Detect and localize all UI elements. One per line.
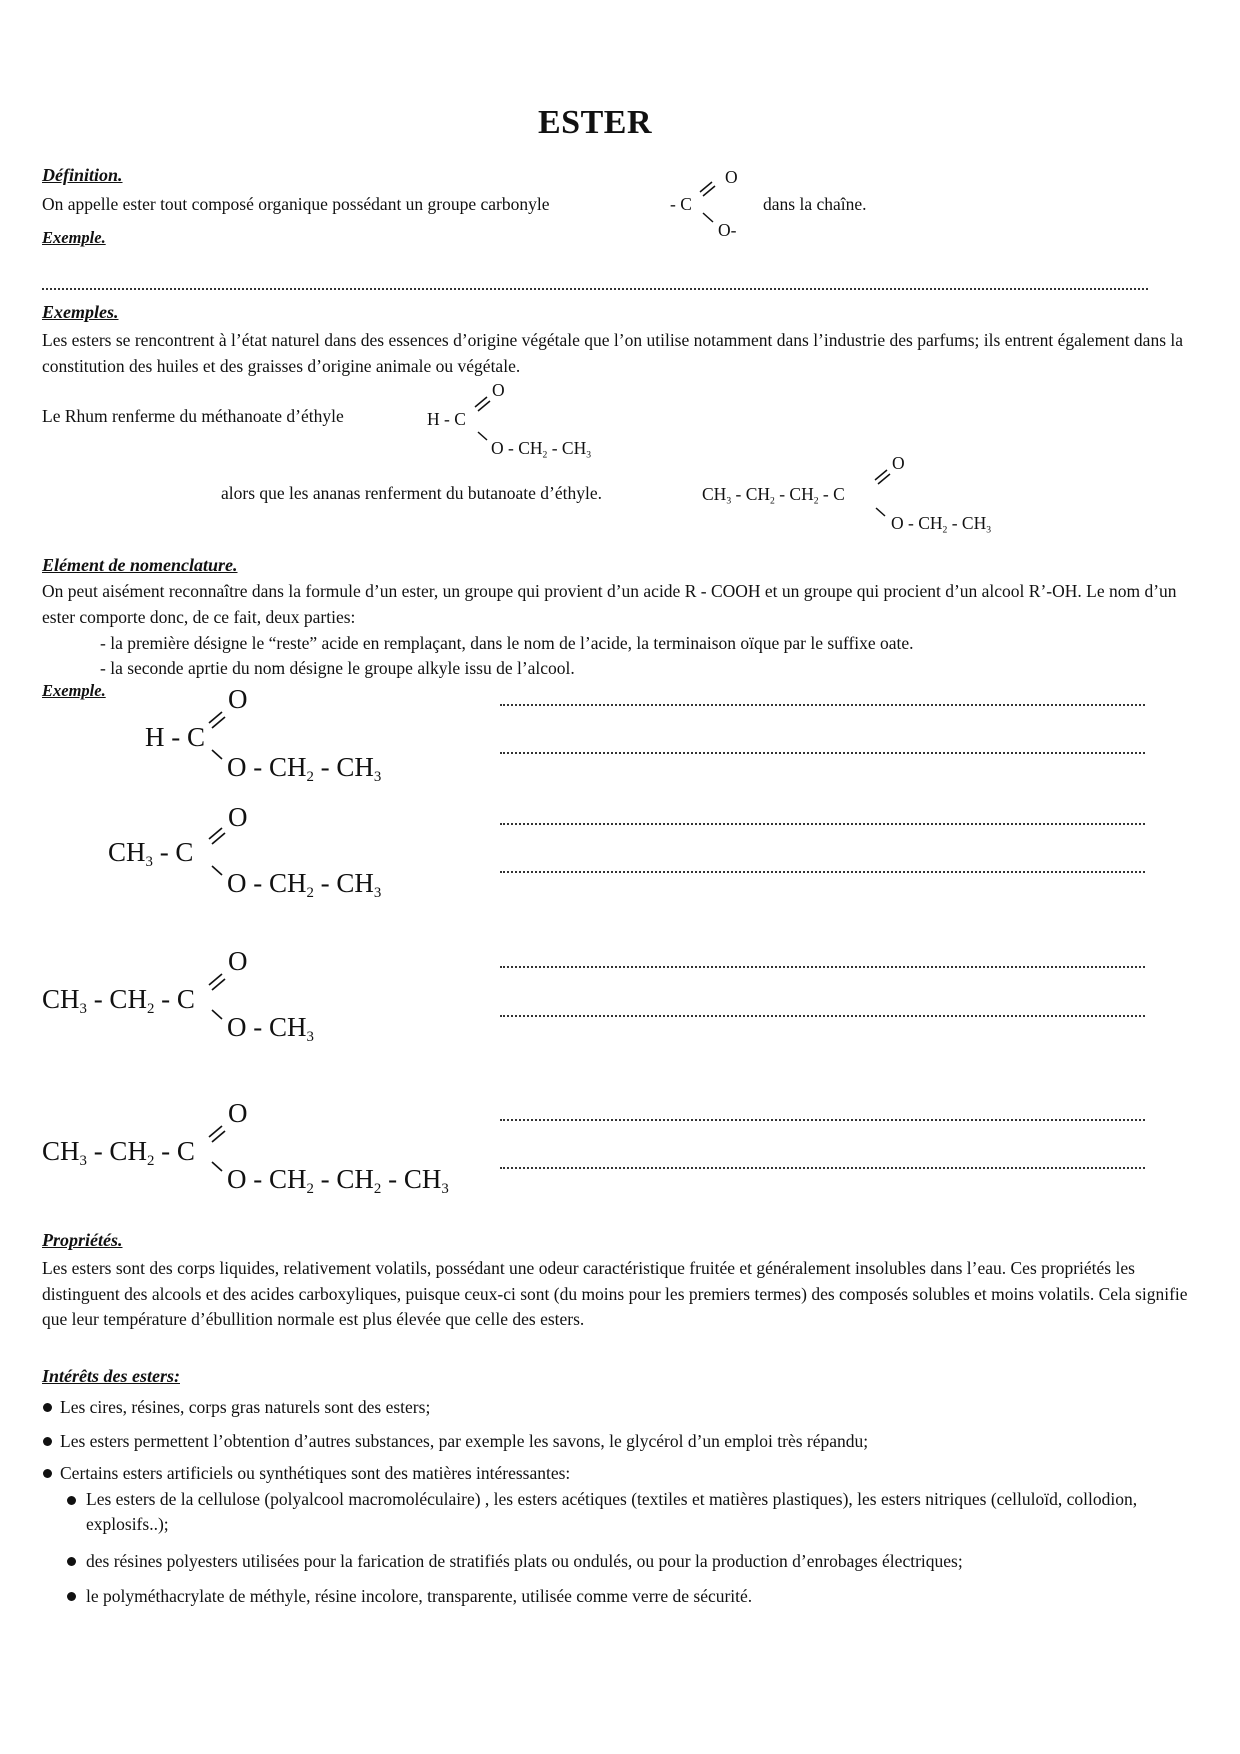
formula-1-left: H - C bbox=[145, 722, 205, 752]
interets-item: Les cires, résines, corps gras naturels sont des esters; bbox=[60, 1397, 431, 1417]
bullet-icon bbox=[67, 1496, 76, 1505]
interets-item: Les esters permettent l’obtention d’autres substances, par exemple les savons, le glycérol d’un emploi très répandu; bbox=[60, 1431, 869, 1451]
answer-line[interactable] bbox=[500, 1015, 1145, 1017]
single-bond-icon bbox=[212, 866, 228, 880]
double-bond-icon bbox=[475, 393, 495, 413]
bullet-icon bbox=[43, 1437, 52, 1446]
proprietes-paragraph: Les esters sont des corps liquides, relativement volatils, possédant une odeur caractéristique fruitée et généralement insolubles dans l’eau. Ces propriétés les distinguent des alcools et des acides carboxyliques, puisque ceux-ci sont (du moins pour les premiers termes) des composés solubles et moins volatils. Cela signifie que leur température d’ébullition normale est plus élevée que celle des esters. bbox=[42, 1258, 1188, 1329]
double-bond-icon bbox=[209, 708, 231, 730]
formula-1-o-top: O bbox=[228, 684, 248, 714]
answer-line[interactable] bbox=[500, 966, 1145, 968]
formula-2-o-top: O bbox=[228, 802, 248, 832]
double-bond-icon bbox=[700, 178, 720, 198]
interets-subitem: Les esters de la cellulose (polyalcool macromoléculaire) , les esters acétiques (textiles et matières plastiques), les esters nitriques (celluloïd, collodion, explosifs..); bbox=[86, 1489, 1138, 1534]
double-bond-icon bbox=[875, 466, 895, 486]
formula-4-o-top: O bbox=[228, 1098, 248, 1128]
carbonyl-group-o-top: O bbox=[725, 167, 738, 187]
nomenclature-example-label: Exemple. bbox=[42, 681, 106, 700]
bullet-icon bbox=[43, 1469, 52, 1478]
ananas-formula-o-top: O bbox=[892, 453, 905, 473]
answer-line[interactable] bbox=[500, 871, 1145, 873]
single-bond-icon bbox=[212, 750, 228, 764]
ananas-formula-o-bottom: O - $CH_2 - CH_3$ bbox=[891, 513, 992, 536]
bullet-icon bbox=[43, 1403, 52, 1412]
nomenclature-item-2: - la seconde aprtie du nom désigne le groupe alkyle issu de l’alcool. bbox=[100, 658, 575, 678]
formula-3-o-top: O bbox=[228, 946, 248, 976]
exemples-heading: Exemples. bbox=[42, 302, 119, 322]
single-bond-icon bbox=[212, 1010, 228, 1024]
answer-line[interactable] bbox=[500, 704, 1145, 706]
bullet-icon bbox=[67, 1557, 76, 1566]
answer-line[interactable] bbox=[500, 1119, 1145, 1121]
double-bond-icon bbox=[209, 1122, 231, 1144]
answer-line[interactable] bbox=[500, 1167, 1145, 1169]
answer-line[interactable] bbox=[42, 288, 1148, 290]
single-bond-icon bbox=[212, 1162, 228, 1176]
ananas-formula-chain: $CH_3 - CH_2 - CH_2$ - C bbox=[702, 484, 845, 507]
interets-subitem: le polyméthacrylate de méthyle, résine incolore, transparente, utilisée comme verre de sécurité. bbox=[86, 1586, 753, 1606]
formula-2-o-bottom: O - $CH_2 - CH_3$ bbox=[227, 868, 382, 902]
single-bond-icon bbox=[703, 213, 719, 227]
formula-4-left: $CH_3 - CH_2$ - C bbox=[42, 1136, 195, 1170]
answer-line[interactable] bbox=[500, 823, 1145, 825]
rhum-formula-left: H - C bbox=[427, 409, 466, 429]
proprietes-heading: Propriétés. bbox=[42, 1230, 123, 1250]
interets-item: Certains esters artificiels ou synthétiques sont des matières intéressantes: bbox=[60, 1463, 571, 1483]
nomenclature-item-1: - la première désigne le “reste” acide en remplaçant, dans le nom de l’acide, la terminaison oïque par le suffixe oate. bbox=[100, 633, 914, 653]
answer-line[interactable] bbox=[500, 752, 1145, 754]
definition-example-label: Exemple. bbox=[42, 228, 106, 247]
carbonyl-group-left: - C bbox=[670, 194, 692, 214]
page-title: ESTER bbox=[538, 104, 652, 141]
definition-text-after: dans la chaîne. bbox=[763, 194, 867, 214]
exemples-paragraph: Les esters se rencontrent à l’état naturel dans des essences d’origine végétale que l’on utilise notamment dans l’industrie des parfums; ils entrent également dans la constitution des huiles et des graisses d’origine animale ou végétale. bbox=[42, 330, 1184, 376]
double-bond-icon bbox=[209, 970, 231, 992]
nomenclature-heading: Elément de nomenclature. bbox=[42, 555, 238, 575]
ananas-text: alors que les ananas renferment du butanoate d’éthyle. bbox=[221, 483, 602, 503]
rhum-formula-o-top: O bbox=[492, 380, 505, 400]
rhum-text: Le Rhum renferme du méthanoate d’éthyle bbox=[42, 406, 344, 426]
interets-subitem: des résines polyesters utilisées pour la farication de stratifiés plats ou ondulés, ou pour la production d’enrobages électriques; bbox=[86, 1551, 963, 1571]
interets-heading: Intérêts des esters: bbox=[42, 1366, 180, 1386]
nomenclature-paragraph: On peut aisément reconnaître dans la formule d’un ester, un groupe qui provient d’un acide R - COOH et un groupe qui procient d’un alcool R’-OH. Le nom d’un ester comporte donc, de ce fait, deux parties: bbox=[42, 581, 1177, 627]
rhum-formula-o-bottom: O - $CH_2 - CH_3$ bbox=[491, 438, 592, 461]
definition-heading: Définition. bbox=[42, 165, 123, 185]
definition-text: On appelle ester tout composé organique possédant un groupe carbonyle bbox=[42, 194, 550, 214]
bullet-icon bbox=[67, 1592, 76, 1601]
formula-4-o-bottom: O - $CH_2 - CH_2 - CH_3$ bbox=[227, 1164, 449, 1198]
formula-3-o-bottom: O - $CH_3$ bbox=[227, 1012, 314, 1046]
formula-1-o-bottom: O - $CH_2 - CH_3$ bbox=[227, 752, 382, 786]
formula-3-left: $CH_3 - CH_2$ - C bbox=[42, 984, 195, 1018]
carbonyl-group-o-bottom: O- bbox=[718, 220, 737, 240]
double-bond-icon bbox=[209, 824, 231, 846]
formula-2-left: $CH_3$ - C bbox=[108, 837, 194, 871]
single-bond-icon bbox=[876, 508, 892, 522]
